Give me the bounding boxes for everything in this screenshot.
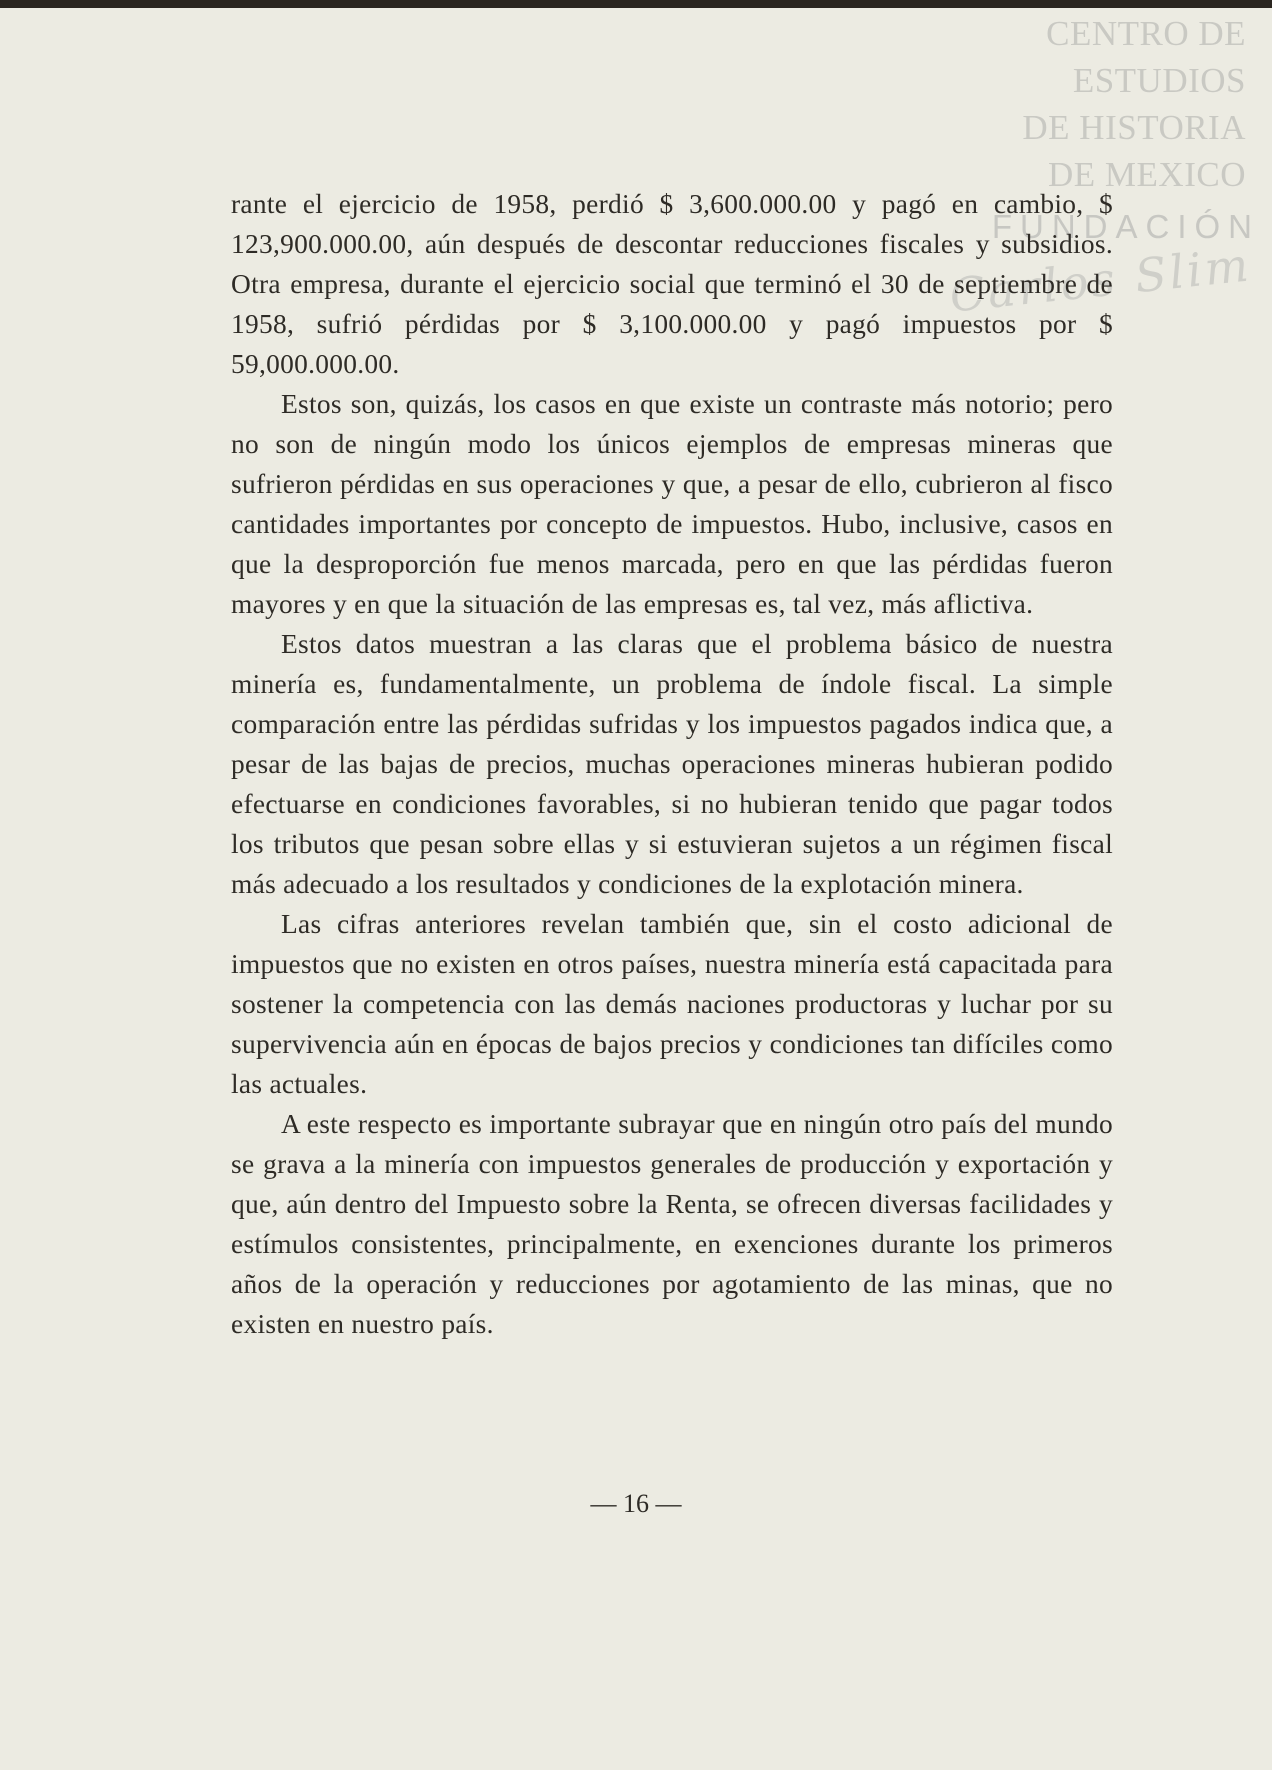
page-number: — 16 — <box>590 1489 682 1518</box>
watermark-line: CENTRO DE <box>1046 14 1246 53</box>
document-page <box>0 8 1272 1770</box>
paragraph: Las cifras anteriores revelan también que, sin el costo adicional de impuestos que no existen en otros países, nuestra minería está capacitada para sostener la competencia con las demás naciones productoras y luchar por su supervivencia aún en épocas de bajos precios y condiciones tan difíciles como las actuales. <box>231 909 1113 1099</box>
watermark-stamp <box>946 10 1246 198</box>
paragraph: A este respecto es importante subrayar que en ningún otro país del mundo se grava a la minería con impuestos generales de producción y exportación y que, aún dentro del Impuesto sobre la Renta, se ofrecen diversas facilidades y estímulos consistentes, principalmente, en exenciones durante los primeros años de la operación y reducciones por agotamiento de las minas, que no existen en nuestro país. <box>231 1109 1113 1339</box>
paragraph: Estos son, quizás, los casos en que existe un contraste más notorio; pero no son de ningún modo los únicos ejemplos de empresas mineras que sufrieron pérdidas en sus operaciones y que, a pesar de ello, cubrieron al fisco cantidades importantes por concepto de impuestos. Hubo, inclusive, casos en que la desproporción fue menos marcada, pero en que las pérdidas fueron mayores y en que la situación de las empresas es, tal vez, más aflictiva. <box>231 389 1113 619</box>
paragraph: rante el ejercicio de 1958, perdió $ 3,600.000.00 y pagó en cambio, $ 123,900.000.00, aún después de descontar reducciones fiscales y subsidios. Otra empresa, durante el ejercicio social que terminó el 30 de septiembre de 1958, sufrió pérdidas por $ 3,100.000.00 y pagó impuestos por $ 59,000.000.00. <box>231 189 1113 379</box>
watermark-foundation: FUNDACIÓN <box>991 208 1260 245</box>
watermark-line: DE MEXICO <box>1048 155 1246 194</box>
watermark-signature: Carlos Slim <box>947 237 1254 323</box>
body-text <box>231 184 1113 1344</box>
watermark-line: ESTUDIOS <box>1072 61 1246 100</box>
paragraph: Estos datos muestran a las claras que el problema básico de nuestra minería es, fundamentalmente, un problema de índole fiscal. La simple comparación entre las pérdidas sufridas y los impuestos pagados indica que, a pesar de las bajas de precios, muchas operaciones mineras hubieran podido efectuarse en condiciones favorables, si no hubieran tenido que pagar todos los tributos que pesan sobre ellas y si estuvieran sujetos a un régimen fiscal más adecuado a los resultados y condiciones de la explotación minera. <box>231 629 1113 899</box>
watermark-line: DE HISTORIA <box>1022 108 1246 147</box>
